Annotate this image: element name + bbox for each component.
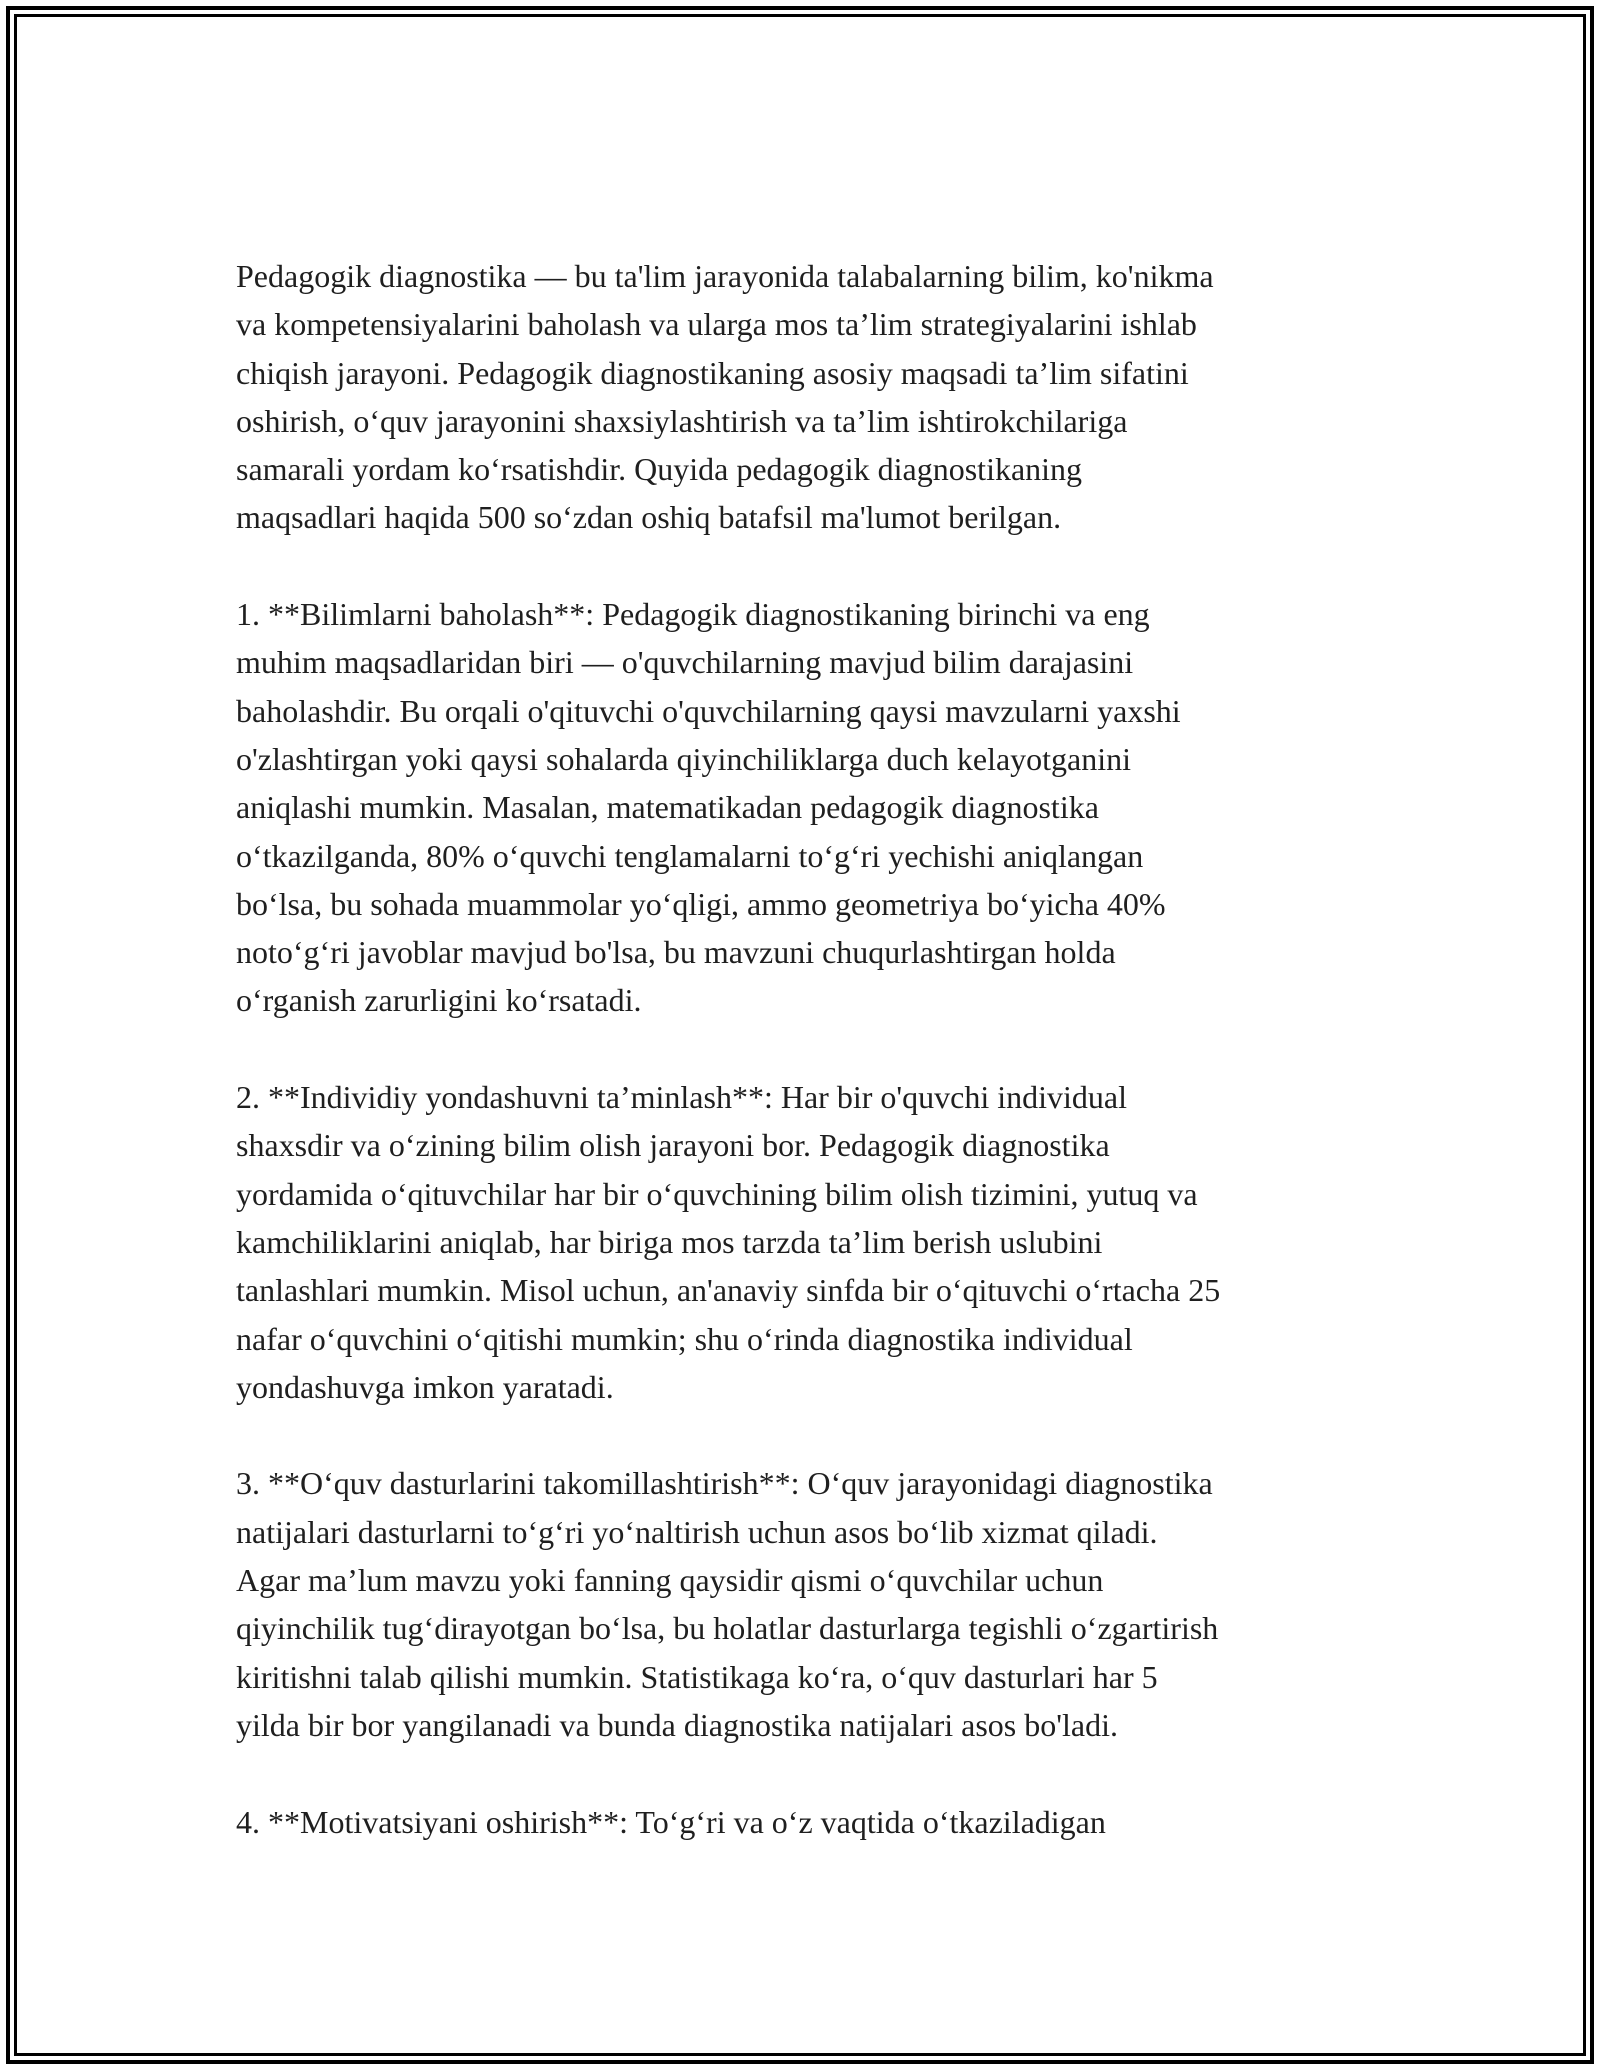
paragraph-item-3 bbox=[236, 1459, 1386, 1749]
text-line: 4. **Motivatsiyani oshirish**: To‘g‘ri va o‘z vaqtida o‘tkaziladigan bbox=[236, 1803, 1106, 1840]
paragraph-item-2 bbox=[236, 1073, 1386, 1411]
text-line: oshirish, o‘quv jarayonini shaxsiylashtirish va ta’lim ishtirokchilariga bbox=[236, 402, 1128, 439]
paragraph-intro bbox=[236, 252, 1386, 542]
text-line: aniqlashi mumkin. Masalan, matematikadan pedagogik diagnostika bbox=[236, 789, 1099, 826]
text-line: qiyinchilik tug‘dirayotgan bo‘lsa, bu holatlar dasturlarga tegishli o‘zgartirish bbox=[236, 1610, 1219, 1647]
text-line: yondashuvga imkon yaratadi. bbox=[236, 1368, 614, 1405]
text-line: shaxsdir va o‘zining bilim olish jarayoni bor. Pedagogik diagnostika bbox=[236, 1127, 1110, 1164]
paragraph-item-4 bbox=[236, 1798, 1386, 1846]
text-line: 1. **Bilimlarni baholash**: Pedagogik diagnostikaning birinchi va eng bbox=[236, 596, 1150, 633]
text-line: yilda bir bor yangilanadi va bunda diagnostika natijalari asos bo'ladi. bbox=[236, 1706, 1118, 1743]
text-line: kamchiliklarini aniqlab, har biriga mos tarzda ta’lim berish uslubini bbox=[236, 1223, 1103, 1260]
text-line: nafar o‘quvchini o‘qitishi mumkin; shu o‘rinda diagnostika individual bbox=[236, 1320, 1133, 1357]
text-line: natijalari dasturlarni to‘g‘ri yo‘naltirish uchun asos bo‘lib xizmat qiladi. bbox=[236, 1513, 1158, 1550]
text-line: samarali yordam ko‘rsatishdir. Quyida pedagogik diagnostikaning bbox=[236, 451, 1083, 488]
text-line: noto‘g‘ri javoblar mavjud bo'lsa, bu mavzuni chuqurlashtirgan holda bbox=[236, 934, 1116, 971]
text-line: chiqish jarayoni. Pedagogik diagnostikaning asosiy maqsadi ta’lim sifatini bbox=[236, 354, 1189, 391]
text-line: maqsadlari haqida 500 so‘zdan oshiq batafsil ma'lumot berilgan. bbox=[236, 499, 1062, 536]
text-line: tanlashlari mumkin. Misol uchun, an'anaviy sinfda bir o‘qituvchi o‘rtacha 25 bbox=[236, 1272, 1221, 1309]
text-line: muhim maqsadlaridan biri — o'quvchilarning mavjud bilim darajasini bbox=[236, 644, 1134, 681]
text-line: Pedagogik diagnostika — bu ta'lim jarayonida talabalarning bilim, ko'nikma bbox=[236, 258, 1214, 294]
text-line: baholashdir. Bu orqali o'qituvchi o'quvchilarning qaysi mavzularni yaxshi bbox=[236, 692, 1181, 729]
text-line: o‘rganish zarurligini ko‘rsatadi. bbox=[236, 982, 642, 1019]
text-line: va kompetensiyalarini baholash va ularga mos ta’lim strategiyalarini ishlab bbox=[236, 306, 1197, 343]
document-body bbox=[236, 252, 1386, 1894]
paragraph-item-1 bbox=[236, 590, 1386, 1025]
text-line: kiritishni talab qilishi mumkin. Statistikaga ko‘ra, o‘quv dasturlari har 5 bbox=[236, 1658, 1158, 1695]
text-line: 2. **Individiy yondashuvni ta’minlash**: Har bir o'quvchi individual bbox=[236, 1079, 1127, 1116]
text-line: o'zlashtirgan yoki qaysi sohalarda qiyinchiliklarga duch kelayotganini bbox=[236, 740, 1132, 777]
text-line: o‘tkazilganda, 80% o‘quvchi tenglamalarni to‘g‘ri yechishi aniqlangan bbox=[236, 837, 1144, 874]
text-line: 3. **O‘quv dasturlarini takomillashtirish**: O‘quv jarayonidagi diagnostika bbox=[236, 1465, 1213, 1502]
text-line: yordamida o‘qituvchilar har bir o‘quvchining bilim olish tizimini, yutuq va bbox=[236, 1175, 1198, 1212]
text-line: Agar ma’lum mavzu yoki fanning qaysidir qismi o‘quvchilar uchun bbox=[236, 1562, 1104, 1599]
text-line: bo‘lsa, bu sohada muammolar yo‘qligi, ammo geometriya bo‘yicha 40% bbox=[236, 885, 1166, 922]
